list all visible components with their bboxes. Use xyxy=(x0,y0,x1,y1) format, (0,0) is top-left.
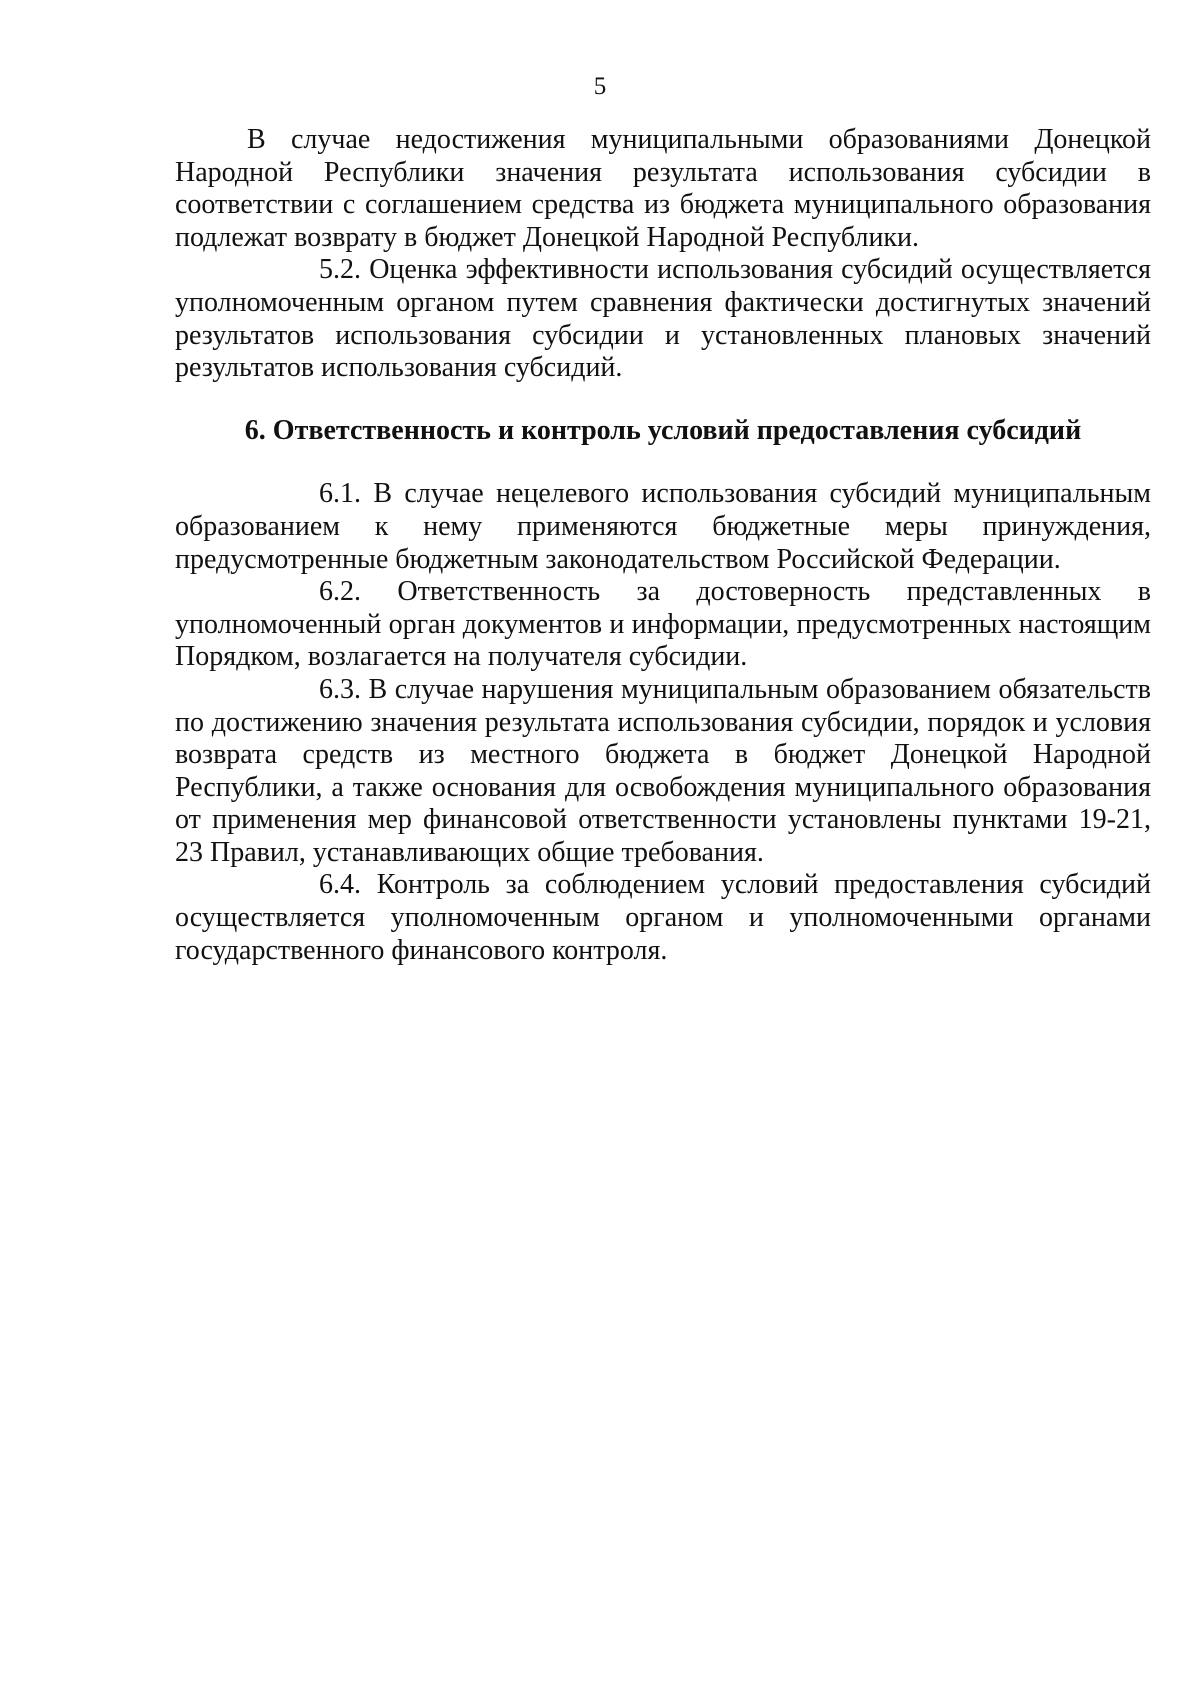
paragraph-6-2 xyxy=(175,576,1151,674)
paragraph-return-of-funds xyxy=(175,124,1151,254)
paragraph-text: Оценка эффективности использования субсидий осуществляется уполномоченным органом путем сравнения фактически достигнутых значений результатов использования субсидии и установленных плановых значений результатов использования субсидий. xyxy=(175,254,1152,384)
paragraph-text: Ответственность за достоверность представленных в уполномоченный орган документов и информации, предусмотренных настоящим Порядком, возлагается на получателя субсидии. xyxy=(175,576,1151,673)
paragraph-number: 6.2. xyxy=(319,576,361,608)
paragraph-text: В случае недостижения муниципальными образованиями Донецкой Народной Республики значения результата использования субсидии в соответствии с соглашением средства из бюджета муниципального образования подлежат возврату в бюджет Донецкой Народной Республики. xyxy=(175,124,1151,253)
section-heading: 6. Ответственность и контроль условий предоставления субсидий xyxy=(244,414,1082,446)
paragraph-text: Контроль за соблюдением условий предоставления субсидий осуществляется уполномоченным органом и уполномоченными органами государственного финансового контроля. xyxy=(175,869,1151,966)
document-body xyxy=(175,124,1151,967)
paragraph-text: В случае нецелевого использования субсидий муниципальным образованием к нему применяются бюджетные меры принуждения, предусмотренные бюджетным законодательством Российской Федерации. xyxy=(175,478,1152,575)
paragraph-number: 5.2. xyxy=(319,254,361,286)
paragraph-6-1 xyxy=(175,478,1151,576)
paragraph-number: 6.3. xyxy=(319,673,361,705)
page-number: 5 xyxy=(593,73,607,100)
paragraph-6-3 xyxy=(175,674,1151,870)
paragraph-number: 6.1. xyxy=(319,478,361,510)
paragraph-text: В случае нарушения муниципальным образованием обязательств по достижению значения результата использования субсидии, порядок и условия возврата средств из местного бюджета в бюджет Донецкой Народной Республики, а также основания для освобождения муниципального образования от применения мер финансовой ответственности установлены пунктами 19-21, 23 Правил, устанавливающих общие требования. xyxy=(175,673,1151,868)
paragraph-number: 6.4. xyxy=(319,869,361,901)
paragraph-6-4 xyxy=(175,869,1151,967)
paragraph-5-2 xyxy=(175,254,1151,384)
